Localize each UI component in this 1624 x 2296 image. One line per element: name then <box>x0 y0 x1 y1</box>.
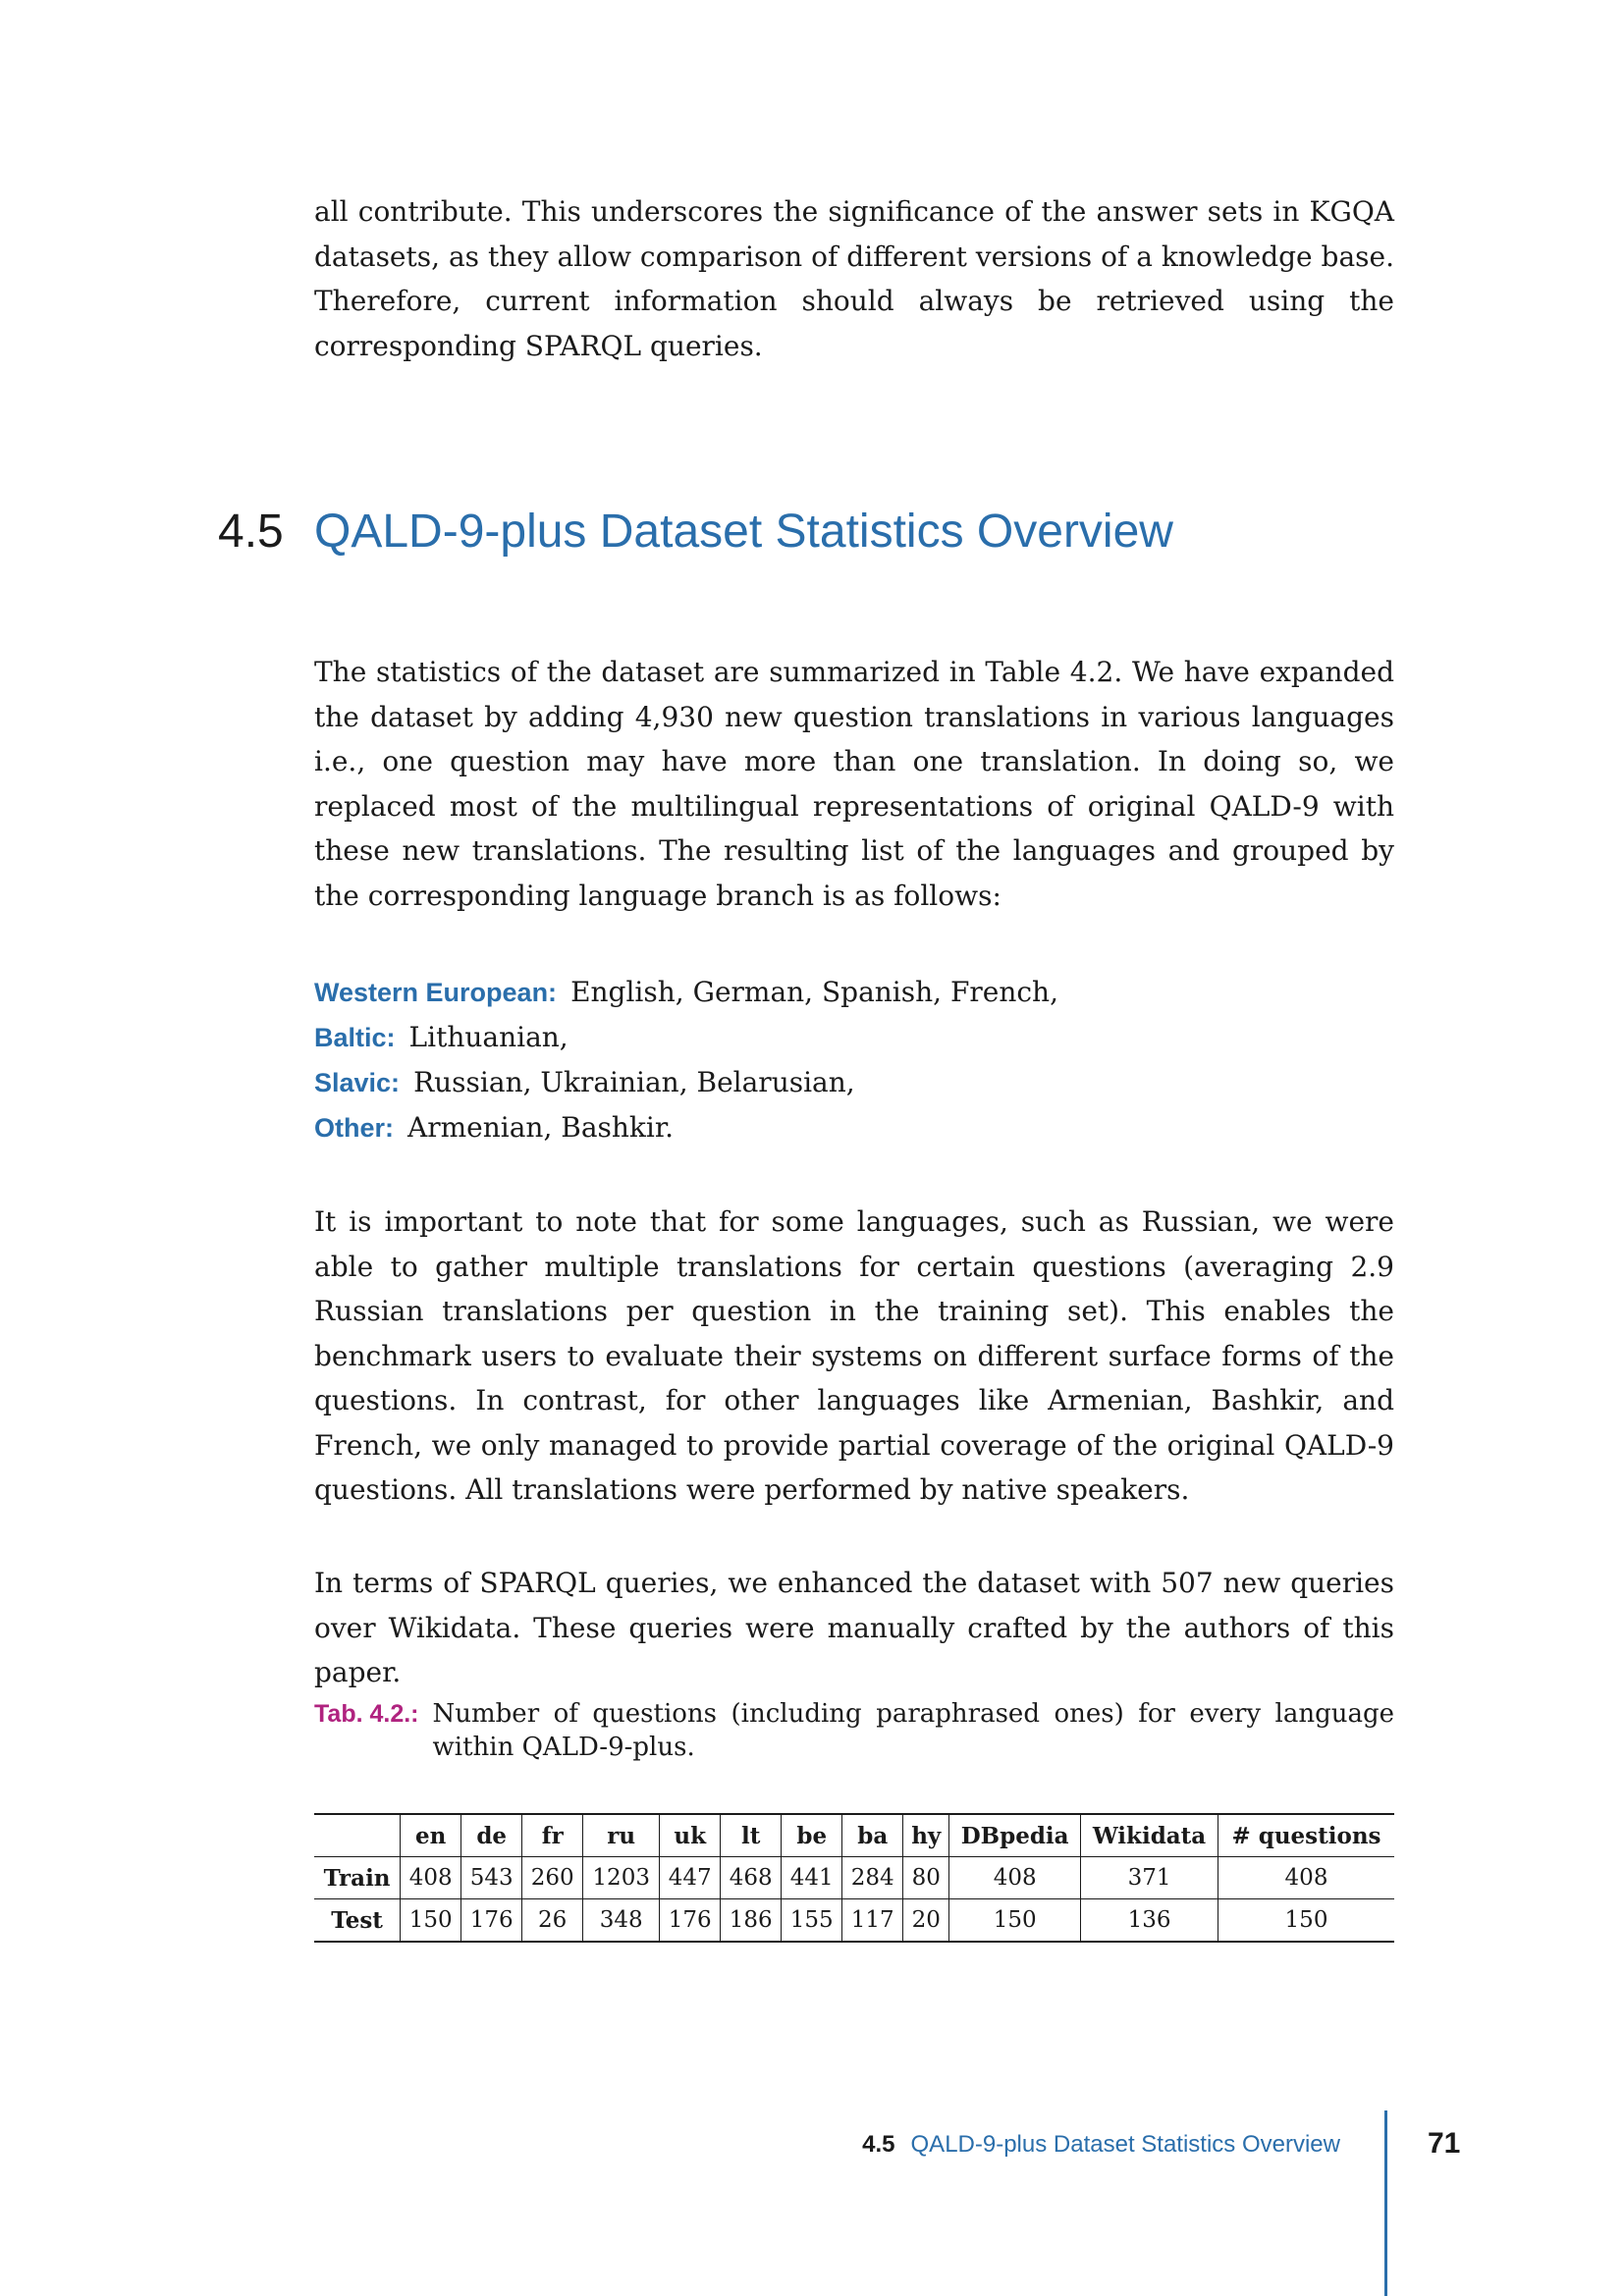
section-title: QALD-9-plus Dataset Statistics Overview <box>314 506 1173 558</box>
table-cell: 468 <box>721 1857 782 1899</box>
table-row-label: Train <box>323 1864 391 1892</box>
table-header-cell: en <box>401 1814 461 1857</box>
language-group-western-european <box>314 970 1394 1015</box>
section-heading <box>218 503 1173 561</box>
paragraph-sparql: In terms of SPARQL queries, we enhanced the dataset with 507 new queries over Wikidata. These queries were manually crafted by the authors of this paper. <box>314 1567 1394 1688</box>
table-caption-text: Number of questions (including paraphrased ones) for every language within QALD-9-plus. <box>432 1699 1394 1762</box>
table-header-cell <box>314 1814 401 1857</box>
table-caption-label: Tab. 4.2.: <box>314 1700 419 1728</box>
language-group-label: Other: <box>314 1113 394 1143</box>
statistics-table <box>314 1813 1394 1943</box>
table-cell: 543 <box>461 1857 522 1899</box>
table-cell: 20 <box>903 1899 949 1943</box>
table-caption <box>314 1697 1394 1764</box>
table-header-cell: DBpedia <box>949 1814 1081 1857</box>
paragraph-statistics: The statistics of the dataset are summarized in Table 4.2. We have expanded the dataset by adding 4,930 new question translations in various languages i.e., one question may have more than one translation. In doing so, we replaced most of the multilingual representations of original QALD-9 with these new translations. The resulting list of the languages and grouped by the corresponding language branch is as follows: <box>314 656 1394 912</box>
language-group-languages: English, German, Spanish, French, <box>570 976 1058 1008</box>
language-group-list <box>314 970 1394 1150</box>
table-cell: 260 <box>522 1857 583 1899</box>
table-header-cell: Wikidata <box>1081 1814 1218 1857</box>
table-cell: 176 <box>461 1899 522 1943</box>
language-group-baltic <box>314 1015 1394 1060</box>
paragraph-intro: all contribute. This underscores the significance of the answer sets in KGQA datasets, as they allow comparison of different versions of a knowledge base. Therefore, current information should always be retrieved using the corresponding SPARQL queries. <box>314 195 1394 362</box>
table-cell: 150 <box>1218 1899 1395 1943</box>
table-cell: 26 <box>522 1899 583 1943</box>
table-cell: 150 <box>949 1899 1081 1943</box>
table-header-cell: # questions <box>1218 1814 1395 1857</box>
language-group-other <box>314 1105 1394 1150</box>
table-cell: 1203 <box>583 1857 660 1899</box>
table-cell: 176 <box>660 1899 721 1943</box>
table-cell: 117 <box>842 1899 903 1943</box>
language-group-label: Western European: <box>314 978 558 1007</box>
language-group-label: Slavic: <box>314 1068 401 1097</box>
table-cell: 80 <box>903 1857 949 1899</box>
table-header-cell: ba <box>842 1814 903 1857</box>
paragraph-translations-note: It is important to note that for some languages, such as Russian, we were able to gather multiple translations for certain questions (averaging 2.9 Russian translations per question in the training set). This enables the benchmark users to evaluate their systems on different surface forms of the questions. In contrast, for other languages like Armenian, Bashkir, and French, we only managed to provide partial coverage of the original QALD-9 questions. All translations were performed by native speakers. <box>314 1205 1394 1506</box>
table-cell: 284 <box>842 1857 903 1899</box>
table-cell: 150 <box>401 1899 461 1943</box>
language-group-label: Baltic: <box>314 1023 396 1052</box>
table-header-cell: de <box>461 1814 522 1857</box>
page-number: 71 <box>1428 2127 1461 2160</box>
language-group-languages: Armenian, Bashkir. <box>407 1111 675 1144</box>
table-header-cell: hy <box>903 1814 949 1857</box>
table-row-test <box>314 1899 1394 1943</box>
section-number: 4.5 <box>218 506 284 558</box>
table-cell: 441 <box>782 1857 842 1899</box>
table-cell: 408 <box>1218 1857 1395 1899</box>
table-header-cell: lt <box>721 1814 782 1857</box>
table-cell: 186 <box>721 1899 782 1943</box>
footer-section-number: 4.5 <box>862 2131 895 2158</box>
table-cell: 408 <box>949 1857 1081 1899</box>
table-cell: 136 <box>1081 1899 1218 1943</box>
table-header-cell: uk <box>660 1814 721 1857</box>
table-header-cell: fr <box>522 1814 583 1857</box>
table-row-train <box>314 1857 1394 1899</box>
table-row-label: Test <box>331 1906 383 1934</box>
table-header-row <box>314 1814 1394 1857</box>
page-footer <box>862 2130 1340 2160</box>
table-cell: 348 <box>583 1899 660 1943</box>
table-header-cell: ru <box>583 1814 660 1857</box>
table-cell: 447 <box>660 1857 721 1899</box>
footer-section-title: QALD-9-plus Dataset Statistics Overview <box>910 2131 1340 2158</box>
language-group-languages: Lithuanian, <box>408 1021 568 1053</box>
footer-divider <box>1384 2110 1387 2296</box>
table-cell: 408 <box>401 1857 461 1899</box>
language-group-languages: Russian, Ukrainian, Belarusian, <box>413 1066 855 1098</box>
table-cell: 155 <box>782 1899 842 1943</box>
language-group-slavic <box>314 1060 1394 1105</box>
table-header-cell: be <box>782 1814 842 1857</box>
table-cell: 371 <box>1081 1857 1218 1899</box>
